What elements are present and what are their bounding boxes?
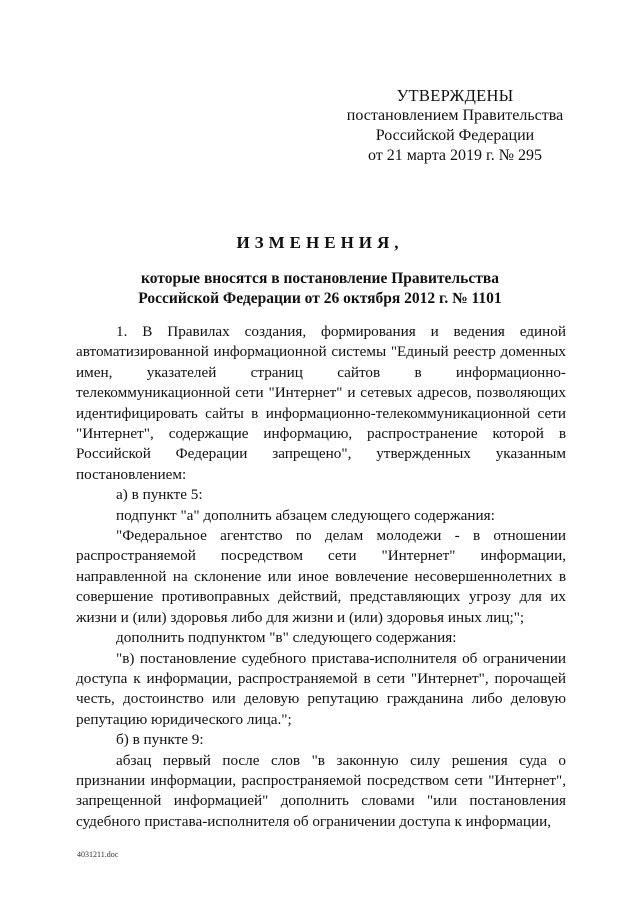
approval-line-1: постановлением Правительства <box>346 107 564 124</box>
paragraph-2: а) в пункте 5: <box>116 486 203 504</box>
document-body <box>76 322 566 832</box>
approval-line-2: Российской Федерации <box>375 127 535 144</box>
paragraph-8: абзац первый после слов "в законную силу решения суда о признании информации, распространяемой посредством сети "Интернет", запрещенной информацией" дополнить словами "или постановления судебного пристава-исполнителя об ограничении доступа к информации, <box>76 751 566 830</box>
paragraph-4: "Федеральное агентство по делам молодежи - в отношении распространяемой посредством сети "Интернет" информации, направленной на склонение или иное вовлечение несовершеннолетних в совершение противоправных действий, представляющих угрозу для их жизни и (или) здоровья либо для жизни и (или) здоровья иных лиц;"; <box>76 527 566 626</box>
paragraph-1: 1. В Правилах создания, формирования и ведения единой автоматизированной информационной системы "Единый реестр доменных имен, указателей страниц сайтов в информационно-телекоммуникационной сети "Интернет" и сетевых адресов, позволяющих идентифицировать сайты в информационно-телекоммуникационной сети "Интернет", содержащие информацию, распространение которой в Российской Федерации запрещено", утвержденных указанным постановлением: <box>76 323 566 483</box>
footer-filename: 4031211.doc <box>77 850 119 859</box>
approval-block <box>340 86 570 166</box>
heading-subtitle-1: которые вносятся в постановление Правительства <box>141 270 499 287</box>
paragraph-3: подпункт "а" дополнить абзацем следующего содержания: <box>116 506 495 524</box>
approval-line-3: от 21 марта 2019 г. № 295 <box>368 147 542 164</box>
paragraph-6: "в) постановление судебного пристава-исполнителя об ограничении доступа к информации, распространяемой в сети "Интернет", порочащей честь, достоинство или деловую репутацию гражданина либо деловую репутацию юридического лица."; <box>76 649 566 728</box>
heading-subtitle-2: Российской Федерации от 26 октября 2012 г. № 1101 <box>138 290 502 307</box>
heading-title: ИЗМЕНЕНИЯ, <box>236 233 404 252</box>
paragraph-7: б) в пункте 9: <box>116 731 204 749</box>
paragraph-5: дополнить подпунктом "в" следующего содержания: <box>116 629 457 647</box>
approval-title: УТВЕРЖДЕНЫ <box>396 86 514 105</box>
document-heading <box>60 233 580 309</box>
